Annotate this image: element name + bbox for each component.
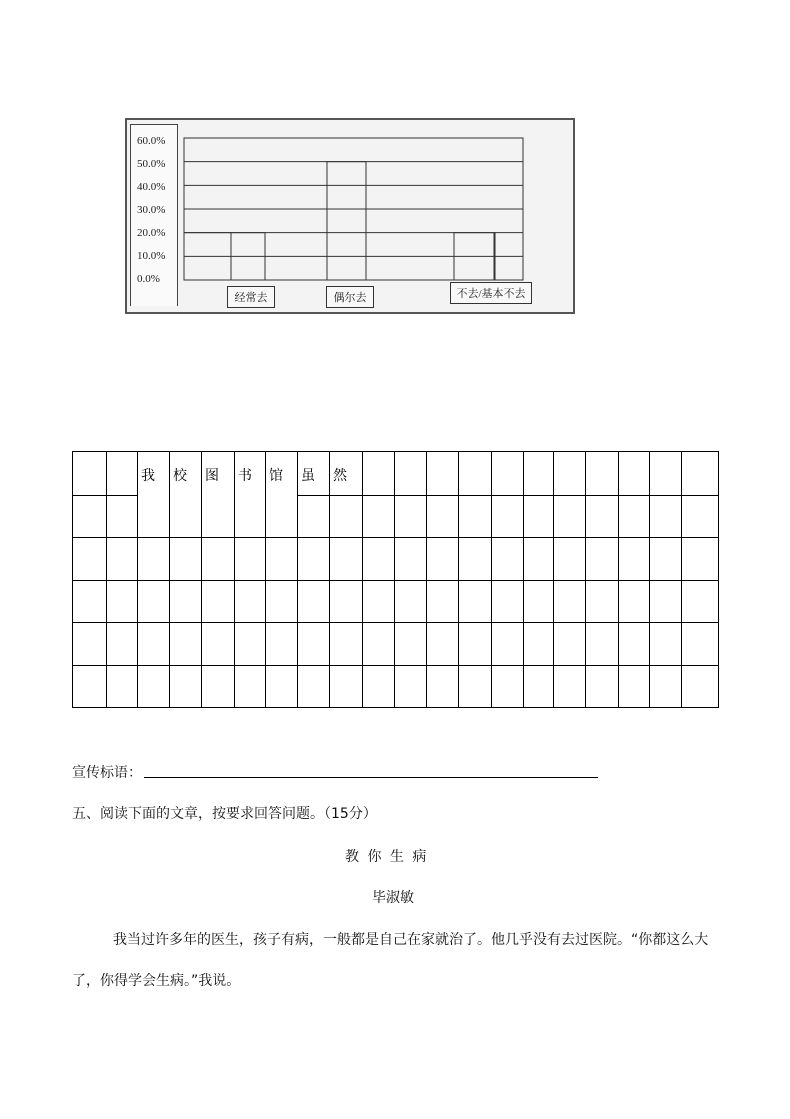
y-tick-label: 50.0%: [137, 158, 166, 170]
grid-character: 图: [205, 468, 219, 484]
grid-hline: [394, 495, 426, 496]
paragraph-line: 我当过许多年的医生，孩子有病，一般都是自己在家就治了。他几乎没有去过医院。“你都这么大: [113, 932, 709, 948]
grid-hline: [329, 495, 362, 496]
bar: [327, 162, 366, 280]
grid-hline: [553, 495, 585, 496]
category-label-never: 不去/基本不去: [450, 282, 532, 304]
slogan-label: 宣传标语：: [72, 765, 142, 781]
grid-hline: [73, 537, 718, 538]
y-tick-label: 20.0%: [137, 227, 166, 239]
grid-hline: [73, 665, 718, 666]
grid-character: 书: [238, 468, 252, 484]
grid-hline: [681, 495, 718, 496]
grid-hline: [73, 622, 718, 623]
grid-character: 我: [141, 468, 155, 484]
question-5-heading: 五、阅读下面的文章，按要求回答问题。（15分）: [72, 806, 377, 822]
grid-hline: [649, 495, 681, 496]
y-tick-label: 0.0%: [137, 273, 160, 285]
writing-grid: [72, 451, 719, 708]
grid-hline: [618, 495, 649, 496]
grid-hline: [491, 495, 523, 496]
paragraph-line: 了，你得学会生病。”我说。: [72, 973, 241, 989]
grid-hline: [523, 495, 553, 496]
grid-hline: [73, 580, 718, 581]
y-tick-label: 40.0%: [137, 181, 166, 193]
grid-character: 校: [173, 468, 187, 484]
grid-hline: [426, 495, 458, 496]
article-author: 毕淑敏: [372, 890, 414, 906]
grid-hline: [585, 495, 618, 496]
grid-hline: [73, 495, 106, 496]
grid-character: 虽: [301, 468, 315, 484]
survey-bar-chart: [125, 118, 575, 314]
slogan-answer-line[interactable]: [144, 777, 598, 778]
category-label-sometimes: 偶尔去: [326, 286, 374, 308]
grid-hline: [297, 495, 329, 496]
grid-hline: [362, 495, 394, 496]
y-tick-label: 60.0%: [137, 135, 166, 147]
category-label-often: 经常去: [227, 286, 275, 308]
y-tick-label: 30.0%: [137, 204, 166, 216]
grid-character: 馆: [269, 468, 283, 484]
grid-hline: [106, 495, 137, 496]
article-title: 教 你 生 病: [345, 849, 429, 865]
grid-character: 然: [333, 468, 347, 484]
grid-hline: [458, 495, 491, 496]
y-tick-label: 10.0%: [137, 250, 166, 262]
